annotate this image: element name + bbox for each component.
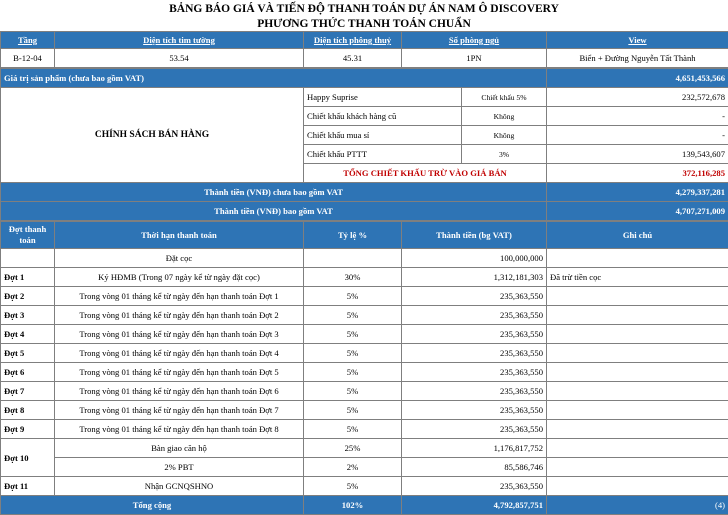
phase10-a-amount: 1,176,817,752 <box>402 439 547 458</box>
phase10-row-b <box>1 458 728 477</box>
phase10-b-term: 2% PBT <box>55 458 304 477</box>
grand-total-note: (4) <box>547 496 728 515</box>
payment-phase: Đợt 9 <box>1 420 55 439</box>
deposit-row <box>1 249 728 268</box>
deposit-amount: 100,000,000 <box>402 249 547 268</box>
payment-note <box>547 287 728 306</box>
grand-total-label: Tổng cộng <box>1 496 304 515</box>
grand-total-amount: 4,792,857,751 <box>402 496 547 515</box>
payment-note <box>547 401 728 420</box>
policy-rate: 3% <box>462 145 547 164</box>
schedule-header-phase: Đợt thanh toán <box>1 222 55 249</box>
payment-phase: Đợt 8 <box>1 401 55 420</box>
product-value-amount: 4,651,453,566 <box>547 69 728 88</box>
payment-term: Trong vòng 01 tháng kể từ ngày đến hạn thanh toán Đợt 1 <box>55 287 304 306</box>
policy-title: CHÍNH SÁCH BÁN HÀNG <box>1 88 304 183</box>
phase10-b-amount: 85,586,746 <box>402 458 547 477</box>
unit-area-wall: 53.54 <box>55 49 304 68</box>
pricing-table <box>0 68 728 221</box>
payment-term: Trong vòng 01 tháng kể từ ngày đến hạn thanh toán Đợt 8 <box>55 420 304 439</box>
schedule-header-amount: Thành tiền (bg VAT) <box>402 222 547 249</box>
total-excl-vat-row <box>1 183 728 202</box>
payment-row <box>1 363 728 382</box>
schedule-header-row <box>1 222 728 249</box>
phase10-a-term: Bàn giao căn hộ <box>55 439 304 458</box>
title-line-1: BẢNG BÁO GIÁ VÀ TIẾN ĐỘ THANH TOÁN DỰ ÁN NAM Ô DISCOVERY <box>0 2 728 17</box>
title-line-2: PHƯƠNG THỨC THANH TOÁN CHUẨN <box>0 17 728 32</box>
unit-row <box>1 49 728 68</box>
discount-total-amount: 372,116,285 <box>547 164 728 183</box>
schedule-header-rate: Tỷ lệ % <box>304 222 402 249</box>
payment-row <box>1 420 728 439</box>
grand-total-rate: 102% <box>304 496 402 515</box>
payment-term: Trong vòng 01 tháng kể từ ngày đến hạn thanh toán Đợt 6 <box>55 382 304 401</box>
payment-note <box>547 325 728 344</box>
payment-amount: 235,363,550 <box>402 287 547 306</box>
payment-rate: 5% <box>304 325 402 344</box>
header-area-feng: Diện tích phông thuỷ <box>304 32 402 49</box>
phase10-row-a <box>1 439 728 458</box>
phase11-term: Nhận GCNQSHNO <box>55 477 304 496</box>
payment-note <box>547 363 728 382</box>
grand-total-row <box>1 496 728 515</box>
payment-term: Trong vòng 01 tháng kể từ ngày đến hạn thanh toán Đợt 4 <box>55 344 304 363</box>
payment-phase: Đợt 3 <box>1 306 55 325</box>
payment-rate: 5% <box>304 344 402 363</box>
total-excl-vat-amount: 4,279,337,281 <box>547 183 728 202</box>
payment-note: Đã trừ tiền cọc <box>547 268 728 287</box>
payment-rate: 5% <box>304 306 402 325</box>
payment-rate: 5% <box>304 363 402 382</box>
phase10-label: Đợt 10 <box>1 439 55 477</box>
policy-amount: 232,572,678 <box>547 88 728 107</box>
header-floor: Tầng <box>1 32 55 49</box>
policy-rate: Không <box>462 126 547 145</box>
payment-phase: Đợt 5 <box>1 344 55 363</box>
payment-term: Ký HĐMB (Trong 07 ngày kể từ ngày đặt cọc) <box>55 268 304 287</box>
phase11-rate: 5% <box>304 477 402 496</box>
product-value-row <box>1 69 728 88</box>
payment-row <box>1 382 728 401</box>
payment-term: Trong vòng 01 tháng kể từ ngày đến hạn thanh toán Đợt 2 <box>55 306 304 325</box>
schedule-header-term: Thời hạn thanh toán <box>55 222 304 249</box>
phase11-row <box>1 477 728 496</box>
payment-rate: 5% <box>304 382 402 401</box>
policy-amount: - <box>547 107 728 126</box>
total-incl-vat-amount: 4,707,271,009 <box>547 202 728 221</box>
unit-header-row <box>1 32 728 49</box>
header-view: View <box>547 32 728 49</box>
header-bedrooms: Số phòng ngủ <box>402 32 547 49</box>
payment-amount: 235,363,550 <box>402 344 547 363</box>
schedule-table <box>0 221 728 515</box>
policy-rate: Không <box>462 107 547 126</box>
payment-note <box>547 420 728 439</box>
quote-table <box>0 31 728 68</box>
payment-row <box>1 306 728 325</box>
document-title <box>0 0 728 31</box>
discount-total-label: TỔNG CHIẾT KHẤU TRỪ VÀO GIÁ BÁN <box>304 164 547 183</box>
payment-note <box>547 306 728 325</box>
unit-view: Biển + Đường Nguyễn Tất Thành <box>547 49 728 68</box>
payment-rate: 5% <box>304 287 402 306</box>
phase10-b-rate: 2% <box>304 458 402 477</box>
payment-rate: 5% <box>304 420 402 439</box>
payment-row <box>1 344 728 363</box>
payment-amount: 235,363,550 <box>402 401 547 420</box>
unit-bedrooms: 1PN <box>402 49 547 68</box>
payment-phase: Đợt 7 <box>1 382 55 401</box>
policy-amount: - <box>547 126 728 145</box>
payment-row <box>1 287 728 306</box>
policy-name: Chiết khấu khách hàng cũ <box>304 107 462 126</box>
payment-row <box>1 268 728 287</box>
unit-floor: B-12-04 <box>1 49 55 68</box>
policy-name: Chiết khấu mua sỉ <box>304 126 462 145</box>
total-incl-vat-row <box>1 202 728 221</box>
policy-row <box>1 88 728 107</box>
payment-row <box>1 325 728 344</box>
payment-amount: 235,363,550 <box>402 325 547 344</box>
payment-term: Trong vòng 01 tháng kể từ ngày đến hạn thanh toán Đợt 5 <box>55 363 304 382</box>
payment-amount: 1,312,181,303 <box>402 268 547 287</box>
header-area-wall: Diện tích tim tường <box>55 32 304 49</box>
policy-rate: Chiết khấu 5% <box>462 88 547 107</box>
payment-rate: 5% <box>304 401 402 420</box>
total-excl-vat-label: Thành tiền (VNĐ) chưa bao gồm VAT <box>1 183 547 202</box>
policy-amount: 139,543,607 <box>547 145 728 164</box>
payment-note <box>547 344 728 363</box>
total-incl-vat-label: Thành tiền (VNĐ) bao gồm VAT <box>1 202 547 221</box>
schedule-header-note: Ghi chú <box>547 222 728 249</box>
policy-name: Chiết khấu PTTT <box>304 145 462 164</box>
payment-phase: Đợt 6 <box>1 363 55 382</box>
payment-amount: 235,363,550 <box>402 306 547 325</box>
policy-name: Happy Suprise <box>304 88 462 107</box>
payment-amount: 235,363,550 <box>402 420 547 439</box>
unit-area-feng: 45.31 <box>304 49 402 68</box>
product-value-label: Giá trị sản phẩm (chưa bao gồm VAT) <box>1 69 547 88</box>
payment-phase: Đợt 4 <box>1 325 55 344</box>
payment-note <box>547 382 728 401</box>
payment-term: Trong vòng 01 tháng kể từ ngày đến hạn thanh toán Đợt 7 <box>55 401 304 420</box>
deposit-term: Đặt cọc <box>55 249 304 268</box>
payment-amount: 235,363,550 <box>402 382 547 401</box>
phase11-amount: 235,363,550 <box>402 477 547 496</box>
phase10-a-rate: 25% <box>304 439 402 458</box>
payment-rate: 30% <box>304 268 402 287</box>
payment-phase: Đợt 1 <box>1 268 55 287</box>
payment-term: Trong vòng 01 tháng kể từ ngày đến hạn thanh toán Đợt 3 <box>55 325 304 344</box>
payment-amount: 235,363,550 <box>402 363 547 382</box>
payment-phase: Đợt 2 <box>1 287 55 306</box>
payment-row <box>1 401 728 420</box>
phase11-label: Đợt 11 <box>1 477 55 496</box>
